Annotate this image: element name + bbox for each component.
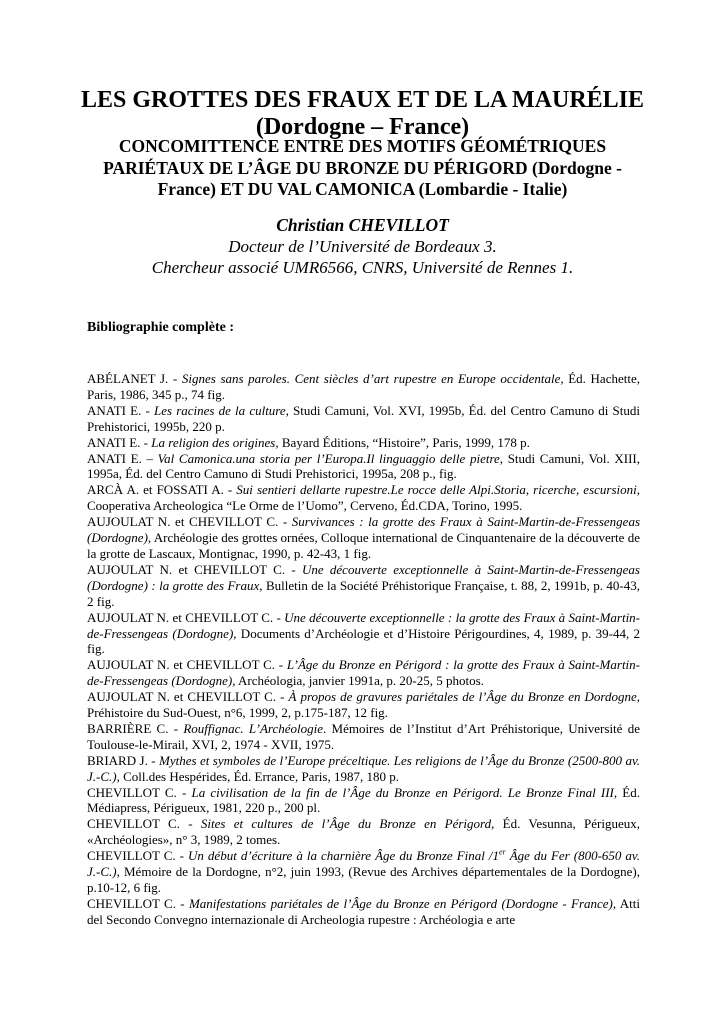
bibliography-entry — [87, 451, 640, 483]
document-title-region: (Dordogne – France) — [255, 114, 470, 140]
entry-details: , Archéologie des grottes ornées, Colloque international de Cinquantenaire de la découverte de la grotte de Lascaux, Montignac, 1990, p. 42-43, 1 fig. — [87, 530, 640, 561]
bibliography-entry — [87, 371, 640, 403]
entry-author: BRIARD J. - — [87, 752, 160, 768]
bibliography-entry — [87, 753, 640, 785]
entry-details: , Éd. Médiapress, Périgueux, 1981, 220 p., 200 pl. — [87, 784, 640, 816]
bibliography-entry — [87, 896, 640, 928]
document-title: LES GROTTES DES FRAUX ET DE LA MAURÉLIE — [80, 87, 645, 113]
entry-title: Manifestations pariétales de l’Âge du Bronze en Périgord (Dordogne - France), — [188, 895, 617, 911]
entry-details: , Préhistoire du Sud-Ouest, n°6, 1999, 2, p.175-187, 12 fig. — [87, 689, 641, 721]
entry-author: ANATI E. - — [87, 434, 152, 450]
bibliography-entry — [87, 562, 640, 610]
entry-author: CHEVILLOT C. - — [87, 816, 201, 832]
entry-details: , Éd. Vesunna, Périgueux, «Archéologies», n° 3, 1989, 2 tomes. — [87, 816, 640, 848]
entry-title: Sui sentieri dellarte rupestre.Le rocce delle Alpi.Storia, ricerche, escursioni — [236, 482, 637, 498]
bibliography-list — [87, 371, 640, 928]
entry-author: AUJOULAT N. et CHEVILLOT C. - — [87, 609, 285, 625]
bibliography-entry — [87, 657, 640, 689]
entry-details: Mémoire de la Dordogne, n°2, juin 1993, (Revue des Archives départementales de la Dordogne), p.10-12, 6 fig. — [87, 864, 640, 895]
entry-author: ANATI E. – — [87, 450, 158, 466]
bibliography-entry — [87, 514, 640, 562]
entry-title: Val Camonica.una storia per l’Europa.Il linguaggio delle pietre — [157, 450, 500, 466]
entry-title: Une découverte exceptionnelle à Saint-Martin-de-Fressengeas (Dordogne) : la grotte des Fraux — [87, 561, 640, 593]
entry-author: BARRIÈRE C. - — [87, 720, 184, 736]
entry-title: Un début d’écriture à la charnière Âge du Bronze Final /1 — [188, 848, 500, 864]
bibliography-entry — [87, 721, 640, 753]
author-affiliation-1: Docteur de l’Université de Bordeaux 3. — [228, 237, 497, 256]
bibliography-entry — [87, 689, 640, 721]
entry-details: , Bulletin de la Société Préhistorique Française, t. 88, 2, 1991b, p. 40-43, 2 fig. — [87, 577, 640, 609]
bibliography-entry — [87, 785, 640, 817]
entry-author: ANATI E. - — [87, 402, 154, 418]
bibliography-entry — [87, 403, 640, 435]
entry-author: CHEVILLOT C. - — [87, 848, 189, 864]
entry-author: AUJOULAT N. et CHEVILLOT C. - — [87, 657, 287, 673]
entry-title: La civilisation de la fin de l’Âge du Bronze en Périgord. Le Bronze Final III — [191, 784, 614, 800]
bibliography-entry — [87, 610, 640, 658]
entry-details: , Studi Camuni, Vol. XIII, 1995a, Éd. del Centro Camuno di Studi Prehistorici, 1995a, 208 p., fig. — [87, 450, 640, 482]
bibliography-entry — [87, 816, 640, 848]
entry-title-superscript: er — [499, 847, 506, 857]
entry-title: Une découverte exceptionnelle : la grotte des Fraux à Saint-Martin-de-Fressengeas (Dordogne), — [87, 609, 641, 641]
entry-details: , Studi Camuni, Vol. XVI, 1995b, Éd. del Centro Camuno di Studi Prehistorici, 1995b, 220 p. — [87, 402, 640, 434]
entry-author: CHEVILLOT C. - — [87, 895, 189, 911]
entry-details: Archéologia, janvier 1991a, p. 20-25, 5 photos. — [235, 673, 484, 689]
entry-title: L’Âge du Bronze en Périgord : la grotte des Fraux à Saint-Martin-de-Fressengeas (Dordogne), — [87, 657, 641, 689]
entry-title: Mythes et symboles de l’Europe préceltique. Les religions de l’Âge du Bronze (2500-800 av. J.-C.) — [87, 752, 640, 784]
entry-details: Atti del Secondo Convegno internazionale di Archeologia rupestre : Archéologia e arte — [87, 895, 641, 927]
entry-author: AUJOULAT N. et CHEVILLOT C. - — [87, 689, 289, 705]
entry-details: , Bayard Éditions, “Histoire”, Paris, 1999, 178 p. — [275, 434, 530, 450]
author-name: Christian CHEVILLOT — [276, 215, 449, 235]
author-affiliation-2: Chercheur associé UMR6566, CNRS, Université de Rennes 1. — [151, 258, 574, 277]
entry-details: Documents d’Archéologie et d’Histoire Périgourdines, 4, 1989, p. 39-44, 2 fig. — [87, 625, 640, 657]
entry-title: La religion des origines — [151, 434, 276, 450]
entry-title-continued: Âge du Fer (800-650 av. J.-C.), — [87, 848, 640, 880]
entry-details: , Éd. Hachette, Paris, 1986, 345 p., 74 fig. — [87, 371, 640, 402]
entry-author: ABÉLANET J. - — [87, 371, 182, 386]
bibliography-entry — [87, 848, 640, 896]
document-subtitle: CONCOMITTENCE ENTRE DES MOTIFS GÉOMÉTRIQUES PARIÉTAUX DE L’ÂGE DU BRONZE DU PÉRIGORD (Dordogne - France) ET DU VAL CAMONICA (Lombardie - Italie) — [103, 136, 622, 199]
entry-title: Rouffignac. L’Archéologie — [183, 720, 323, 736]
entry-title: Sites et cultures de l’Âge du Bronze en Périgord — [200, 816, 492, 832]
entry-title: À propos de gravures pariétales de l’Âge du Bronze en Dordogne — [288, 689, 637, 705]
bibliography-entry — [87, 435, 640, 451]
entry-title: Signes sans paroles. Cent siècles d’art rupestre en Europe occidentale — [181, 371, 561, 386]
entry-author: ARCÀ A. et FOSSATI A. - — [87, 482, 237, 498]
entry-details: . Mémoires de l’Institut d’Art Préhistorique, Université de Toulouse-le-Mirail, XVI, 2, 1974 - XVII, 1975. — [87, 720, 640, 752]
entry-author: CHEVILLOT C. - — [87, 784, 192, 800]
entry-details: , Coll.des Hespérides, Éd. Errance, Paris, 1987, 180 p. — [116, 768, 399, 784]
entry-title: Survivances : la grotte des Fraux à Saint-Martin-de-Fressengeas (Dordogne) — [87, 514, 640, 546]
entry-author: AUJOULAT N. et CHEVILLOT C. - — [87, 514, 292, 530]
entry-details: , Cooperativa Archeologica “Le Orme de l’Uomo”, Cerveno, Éd.CDA, Torino, 1995. — [87, 482, 640, 514]
section-heading: Bibliographie complète : — [87, 320, 234, 335]
bibliography-entry — [87, 482, 640, 514]
entry-author: AUJOULAT N. et CHEVILLOT C. - — [87, 561, 302, 577]
entry-title: Les racines de la culture — [153, 402, 286, 418]
